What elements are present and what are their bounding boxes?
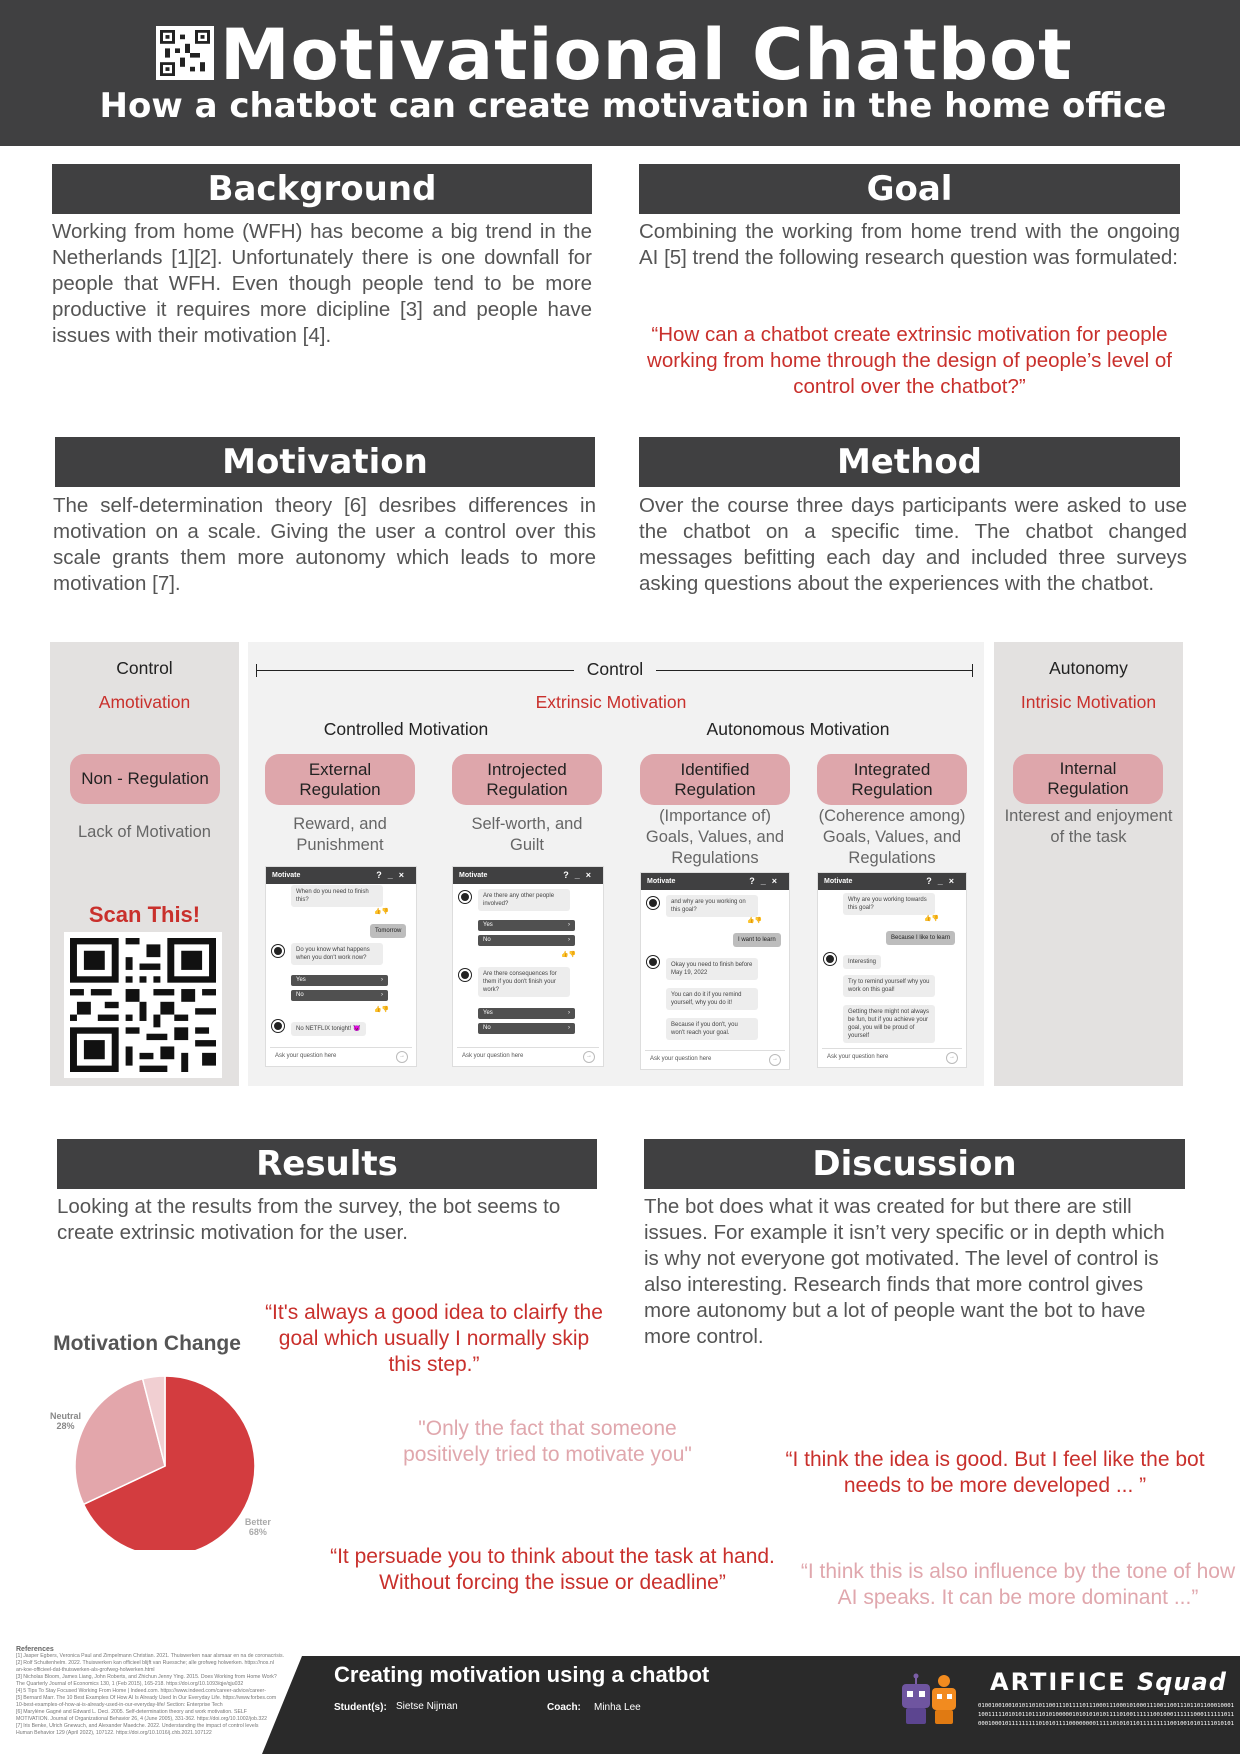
bot-avatar-icon bbox=[272, 945, 284, 957]
chat-option-button[interactable]: No › bbox=[291, 990, 388, 1001]
chat-window-external bbox=[265, 866, 417, 1067]
user-message: I want to learn bbox=[733, 933, 781, 947]
reference-item: [3] Nicholas Bloom, James Liang, John Roberts, and Zhichun Jenny Ying. 2015. Does Working from Home Work? bbox=[16, 1674, 277, 1680]
chat-titlebar: Motivate ?_× bbox=[818, 873, 966, 890]
bot-message: Getting there might not always be fun, but if you achieve your goal, you will be proud of yourself bbox=[843, 1005, 935, 1043]
left-control-label: Control bbox=[116, 658, 173, 678]
chat-titlebar: Motivate ?_× bbox=[641, 873, 789, 890]
quote-1: “It's always a good idea to clairfy the goal which usually I normally skip this step.” bbox=[265, 1301, 603, 1376]
bot-message: Interesting bbox=[843, 955, 881, 969]
binary-strip bbox=[978, 1702, 1234, 1729]
bot-message: and why are you working on this goal? bbox=[666, 895, 758, 917]
integrated-desc: (Coherence among) Goals, Values, and Regulations bbox=[818, 807, 966, 867]
bot-message: Do you know what happens when you don't work now? bbox=[291, 943, 383, 965]
binary-line: 1001111101010110111010100000101010101011110100111111001000111111000111111011 bbox=[978, 1712, 1234, 1718]
bot-message: Okay you need to finish before May 19, 2022 bbox=[666, 958, 758, 980]
bot-avatar-icon bbox=[647, 897, 659, 909]
background-text: Working from home (WFH) has become a big trend in the Netherlands [1][2]. Unfortunately there is one downfall for people that WFH. Even though people tend to be more productive it requires more dicipline [3] and people have issues with their motivation [4]. bbox=[52, 220, 592, 347]
bot-message: When do you need to finish this? bbox=[291, 885, 383, 907]
chat-input[interactable]: Ask your question here → bbox=[822, 1048, 962, 1064]
bot-avatar-icon bbox=[647, 956, 659, 968]
user-message: Tomorrow bbox=[370, 924, 406, 938]
thumbs-icon[interactable]: 👍👎 bbox=[561, 951, 576, 958]
goal-heading: Goal bbox=[639, 164, 1180, 214]
motivation-text: The self-determination theory [6] desribes differences in motivation on a scale. Giving the user a control over this scale grants them more autonomy which leads to more motivation [7]. bbox=[53, 494, 596, 595]
thumbs-icon[interactable]: 👍👎 bbox=[747, 917, 762, 924]
amotivation-label: Amotivation bbox=[98, 692, 191, 712]
reference-item: [6] Marylène Gagné and Edward L. Deci. 2005. Self-determination theory and work motivation. SELF bbox=[16, 1709, 247, 1715]
scan-this-label: Scan This! bbox=[88, 902, 201, 927]
chat-window-identified bbox=[640, 872, 790, 1070]
pie-label-better: Better bbox=[244, 1516, 271, 1527]
middle-control-label: Control bbox=[586, 659, 644, 679]
chat-option-button[interactable]: No › bbox=[478, 935, 575, 946]
controlled-motivation-label: Controlled Motivation bbox=[323, 719, 489, 739]
control-line-left-cap bbox=[256, 664, 257, 677]
brand-name: ARTIFICE bbox=[990, 1668, 1127, 1696]
quote-5: “I think this is also influence by the tone of how AI speaks. It can be more dominant ...” bbox=[800, 1560, 1236, 1609]
autonomous-motivation-label: Autonomous Motivation bbox=[706, 719, 890, 739]
discussion-heading: Discussion bbox=[644, 1139, 1185, 1189]
intrinsic-motivation-label: Intrisic Motivation bbox=[1020, 692, 1157, 712]
chat-option-button[interactable]: Yes › bbox=[291, 975, 388, 986]
window-controls-icon[interactable]: ?_× bbox=[563, 870, 597, 880]
pie-value-neutral: 28% bbox=[56, 1421, 75, 1432]
reference-item: The Quarterly Journal of Economics 130, 1 (Feb 2015), 165-218. https://doi.org/10.1093/qje/qju032 bbox=[16, 1681, 244, 1687]
method-text: Over the course three days participants were asked to use the chatbot on a specific time. The chatbot changed messages befitting each day and included three surveys asking questions about the experiences with the chatbot. bbox=[639, 494, 1187, 595]
extrinsic-motivation-label: Extrinsic Motivation bbox=[535, 692, 687, 712]
pie-value-better: 68% bbox=[248, 1526, 267, 1537]
goal-text: Combining the working from home trend with the ongoing AI [5] trend the following research question was formulated: bbox=[639, 220, 1180, 269]
background-heading: Background bbox=[52, 164, 592, 214]
coach-label: Coach: bbox=[547, 1702, 581, 1713]
user-message: Because I like to learn bbox=[886, 931, 955, 945]
window-controls-icon[interactable]: ?_× bbox=[926, 876, 960, 886]
lack-of-motivation: Lack of Motivation bbox=[78, 823, 211, 841]
reference-item: [5] Bernard Marr. The 10 Best Examples Of How AI Is Already Used In Our Everyday Life. https://www.forbes.com bbox=[16, 1695, 277, 1701]
bot-message: You can do it if you remind yourself, why you do it! bbox=[666, 988, 758, 1010]
binary-line: 0100100100101011010110011101111011100011100010100011100110011101101100010001 bbox=[978, 1703, 1234, 1709]
control-line-left bbox=[256, 670, 574, 671]
chat-option-button[interactable]: No › bbox=[478, 1023, 575, 1034]
references-title: References bbox=[16, 1646, 54, 1653]
quote-4: “It persuade you to think about the task at hand. Without forcing the issue or deadline” bbox=[330, 1545, 775, 1594]
integrated-regulation-pill: Integrated Regulation bbox=[817, 754, 967, 805]
thumbs-icon[interactable]: 👍👎 bbox=[924, 915, 939, 922]
window-controls-icon[interactable]: ?_× bbox=[749, 876, 783, 886]
introjected-desc: Self-worth, and Guilt bbox=[471, 815, 583, 854]
bot-avatar-icon bbox=[459, 969, 471, 981]
identified-desc: (Importance of) Goals, Values, and Regulations bbox=[645, 807, 785, 867]
reference-item: [7] Iris Benke, Ulrich Gnewuch, and Alexander Maedche. 2022. Understanding the impact of control levels bbox=[16, 1723, 259, 1729]
discussion-text: The bot does what it was created for but there are still issues. For example it isn’t very specific or in depth which is why not everyone got motivated. The level of control is also interesting. Research finds that more control gives more autonomy but a lot of people want the bot to have more control. bbox=[644, 1195, 1165, 1348]
reference-item: [1] Jasper Egbers, Veronica Paul and Zimpelmann Christian. 2021. Thuiswerken naar alsmaar en na de coronacrisis. bbox=[16, 1653, 285, 1659]
research-question: “How can a chatbot create extrinsic motivation for people working from home through the design of people’s level of control over the chatbot?” bbox=[647, 323, 1172, 398]
non-regulation-pill: Non - Regulation bbox=[70, 754, 220, 804]
scan-qr-code[interactable] bbox=[64, 932, 222, 1078]
quote-2: "Only the fact that someone positively tried to motivate you" bbox=[403, 1417, 692, 1466]
binary-line: 0001000101111111110101011110000000011111010101101111111110010010101111010101 bbox=[978, 1721, 1234, 1727]
chart-title: Motivation Change bbox=[53, 1332, 241, 1355]
brand-name-italic: Squad bbox=[1136, 1668, 1227, 1696]
reference-item: an-koe-officieel-dat-thuiswerken-als-grofweg-holwerken.html bbox=[16, 1667, 155, 1673]
bot-message: No NETFLIX tonight! 😈 bbox=[291, 1022, 366, 1036]
internal-regulation-pill: Internal Regulation bbox=[1013, 754, 1163, 804]
footer-title: Creating motivation using a chatbot bbox=[334, 1662, 710, 1687]
chat-input[interactable]: Ask your question here → bbox=[270, 1047, 412, 1063]
bot-avatar-icon bbox=[459, 891, 471, 903]
poster-subtitle: How a chatbot can create motivation in the home office bbox=[99, 86, 1167, 126]
brand-logo-text bbox=[990, 1668, 1227, 1696]
coach-name: Minha Lee bbox=[594, 1702, 641, 1713]
pie-chart bbox=[30, 1370, 290, 1550]
chat-input[interactable]: Ask your question here → bbox=[457, 1047, 599, 1063]
chat-input[interactable]: Ask your question here → bbox=[645, 1050, 785, 1066]
bot-message: Try to remind yourself why you work on this goal! bbox=[843, 975, 935, 997]
bot-message: Are there any other people involved? bbox=[478, 889, 570, 911]
reference-item: 10-best-examples-of-how-ai-is-already-used-in-our-everyday-life/ Section: Enterprise Tech bbox=[16, 1702, 223, 1708]
thumbs-icon[interactable]: 👍👎 bbox=[374, 1006, 389, 1013]
chat-option-button[interactable]: Yes › bbox=[478, 1008, 575, 1019]
results-heading: Results bbox=[57, 1139, 597, 1189]
control-line-right bbox=[656, 670, 972, 671]
student-label: Student(s): bbox=[334, 1702, 387, 1713]
reference-item: MOTIVATION. Journal of Organizational Behavior 26, 4 (June 2005), 331-362. https://doi.org/10.1002/job.322 bbox=[16, 1716, 267, 1722]
header-qr-code bbox=[156, 26, 214, 80]
window-controls-icon[interactable]: ?_× bbox=[376, 870, 410, 880]
bot-avatar-icon bbox=[824, 953, 836, 965]
chat-titlebar: Motivate ?_× bbox=[453, 867, 603, 884]
motivation-heading: Motivation bbox=[55, 437, 595, 487]
identified-regulation-pill: Identified Regulation bbox=[640, 754, 790, 805]
chat-option-button[interactable]: Yes › bbox=[478, 920, 575, 931]
robot-logo-icon bbox=[898, 1672, 964, 1730]
pie-label-neutral: Neutral bbox=[49, 1411, 81, 1422]
external-desc: Reward, and Punishment bbox=[293, 815, 387, 854]
bot-message: Why are you working towards this goal? bbox=[843, 893, 935, 915]
chat-window-integrated bbox=[817, 872, 967, 1068]
chat-titlebar: Motivate ?_× bbox=[266, 867, 416, 884]
thumbs-icon[interactable]: 👍👎 bbox=[374, 908, 389, 915]
reference-item: [2] Rolf Schuitenhelm. 2022. Thuiswerken kan officieel blijft van Ruessche; alle grofweg holwerken. https://nos.nl bbox=[16, 1660, 274, 1666]
chat-window-introjected bbox=[452, 866, 604, 1067]
bot-message: Because if you don't, you won't reach your goal. bbox=[666, 1018, 758, 1040]
control-line-right-cap bbox=[972, 664, 973, 677]
poster-title: Motivational Chatbot bbox=[220, 14, 1073, 96]
bot-message: Are there consequences for them if you don't finish your work? bbox=[478, 967, 570, 997]
bot-avatar-icon bbox=[272, 1020, 284, 1032]
reference-item: [4] 5 Tips To Stay Focused Working From Home | Indeed.com. https://www.indeed.com/career-advice/career- bbox=[16, 1688, 266, 1694]
external-regulation-pill: External Regulation bbox=[265, 754, 415, 805]
introjected-regulation-pill: Introjected Regulation bbox=[452, 754, 602, 805]
method-heading: Method bbox=[639, 437, 1180, 487]
reference-item: Human Behavior 129 (April 2022), 107122. https://doi.org/10.1016/j.chb.2021.107122 bbox=[16, 1730, 212, 1736]
quote-3: “I think the idea is good. But I feel like the bot needs to be more developed ... ” bbox=[785, 1448, 1205, 1497]
results-text: Looking at the results from the survey, the bot seems to create extrinsic motivation for the user. bbox=[57, 1195, 561, 1244]
student-name: Sietse Nijman bbox=[396, 1701, 458, 1712]
autonomy-label: Autonomy bbox=[1049, 658, 1128, 678]
internal-desc: Interest and enjoyment of the task bbox=[1004, 807, 1173, 846]
